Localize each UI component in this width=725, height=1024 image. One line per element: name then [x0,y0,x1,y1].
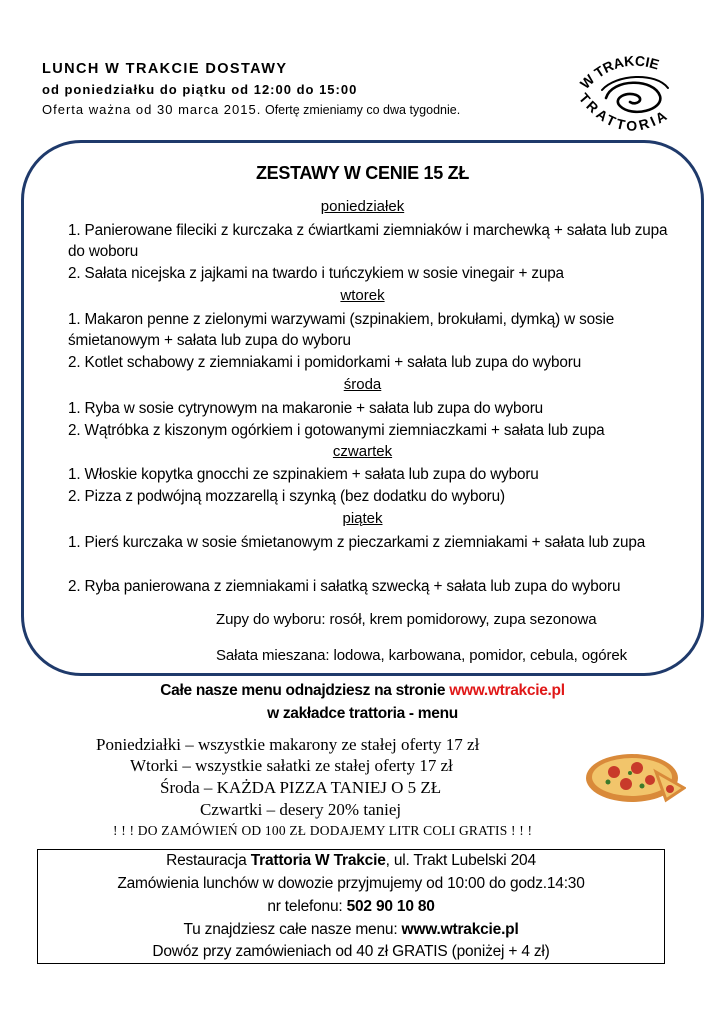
menu-item: 2. Pizza z podwójną mozzarellą i szynką (bez dodatku do wyboru) [68,488,505,505]
day-tuesday: wtorek [340,287,385,304]
day-thursday: czwartek [332,443,393,460]
offer-monday: Poniedziałki – wszystkie makarony ze stałej oferty 17 zł [96,735,480,754]
salad-info: Sałata mieszana: lodowa, karbowana, pomidor, cebula, ogórek [216,647,628,664]
offer-valid-text: Oferta ważna od 30 marca 2015. [42,102,262,117]
swirl-logo-icon [602,77,668,112]
offer-validity [42,102,460,117]
offer-change-text: Ofertę zmieniamy co dwa tygodnie. [264,103,461,117]
menu-item: 2. Sałata nicejska z jajkami na twardo i tuńczykiem w sosie vinegair + zupa [68,265,564,282]
offer-thursday: Czwartki – desery 20% taniej [200,800,402,819]
soups-info: Zupy do wyboru: rosół, krem pomidorowy, zupa sezonowa [216,611,597,628]
phone-info [37,898,665,916]
menu-link-label: Tu znajdziesz całe nasze menu: [183,921,398,938]
order-hours: Zamówienia lunchów w dowozie przyjmujemy od 10:00 do godz.14:30 [117,875,585,892]
day-wednesday: środa [343,376,382,393]
website-text: Całe nasze menu odnajdziesz na stronie [160,682,446,699]
restaurant-name: Trattoria W Trakcie [250,852,386,869]
menu-link[interactable]: www.wtrakcie.pl [401,921,519,938]
page-title: LUNCH W TRAKCIE DOSTAWY [42,61,288,77]
website-info [0,682,725,700]
day-monday: poniedziałek [320,198,405,215]
phone-label: nr telefonu: [267,898,343,915]
offer-tuesday: Wtorki – wszystkie sałatki ze stałej oferty 17 zł [130,756,453,775]
menu-item: 2. Ryba panierowana z ziemniakami i sałatką szwecką + sałata lub zupa do wyboru [68,578,621,595]
restaurant-address: , ul. Trakt Lubelski 204 [385,852,536,869]
menu-item: 1. Pierś kurczaka w sosie śmietanowym z pieczarkami z ziemniakami + sałata lub zupa [68,534,646,551]
menu-item: 2. Kotlet schabowy z ziemniakami i pomidorkami + sałata lub zupa do wyboru [68,354,582,371]
website-link[interactable]: www.wtrakcie.pl [449,682,565,699]
trattoria-logo [572,48,690,138]
phone-number[interactable]: 502 90 10 80 [346,898,435,915]
offer-wednesday: Środa – KAŻDA PIZZA TANIEJ O 5 ZŁ [160,778,442,797]
menu-title: ZESTAWY W CENIE 15 ZŁ [255,163,470,183]
pizza-icon [582,742,686,808]
menu-item: 2. Wątróbka z kiszonym ogórkiem i gotowanymi ziemniaczkami + sałata lub zupa [68,422,605,439]
website-section: w zakładce trattoria - menu [267,705,458,722]
menu-item: 1. Panierowane fileciki z kurczaka z ćwiartkami ziemniaków i marchewką + sałata lub zupa do woboru [68,222,668,260]
logo-bottom-text: TRATTORIA [575,89,672,134]
delivery-info: Dowóz przy zamówieniach od 40 zł GRATIS (poniżej + 4 zł) [152,943,550,960]
restaurant-info [37,852,665,870]
restaurant-prefix: Restauracja [166,852,247,869]
logo-top-text: W TRAKCIE [576,52,662,92]
menu-item: 1. Włoskie kopytka gnocchi ze szpinakiem + sałata lub zupa do wyboru [68,466,539,483]
menu-link-info [37,921,665,939]
menu-item: 1. Makaron penne z zielonymi warzywami (szpinakiem, brokułami, dymką) w sosie śmietanowym + sałata lub zupa do wyboru [68,311,615,349]
delivery-hours: od poniedziałku do piątku od 12:00 do 15:00 [42,82,358,97]
offer-cola: ! ! ! DO ZAMÓWIEŃ OD 100 ZŁ DODAJEMY LITR COLI GRATIS ! ! ! [113,823,533,838]
menu-item: 1. Ryba w sosie cytrynowym na makaronie + sałata lub zupa do wyboru [68,400,544,417]
day-friday: piątek [342,510,383,527]
